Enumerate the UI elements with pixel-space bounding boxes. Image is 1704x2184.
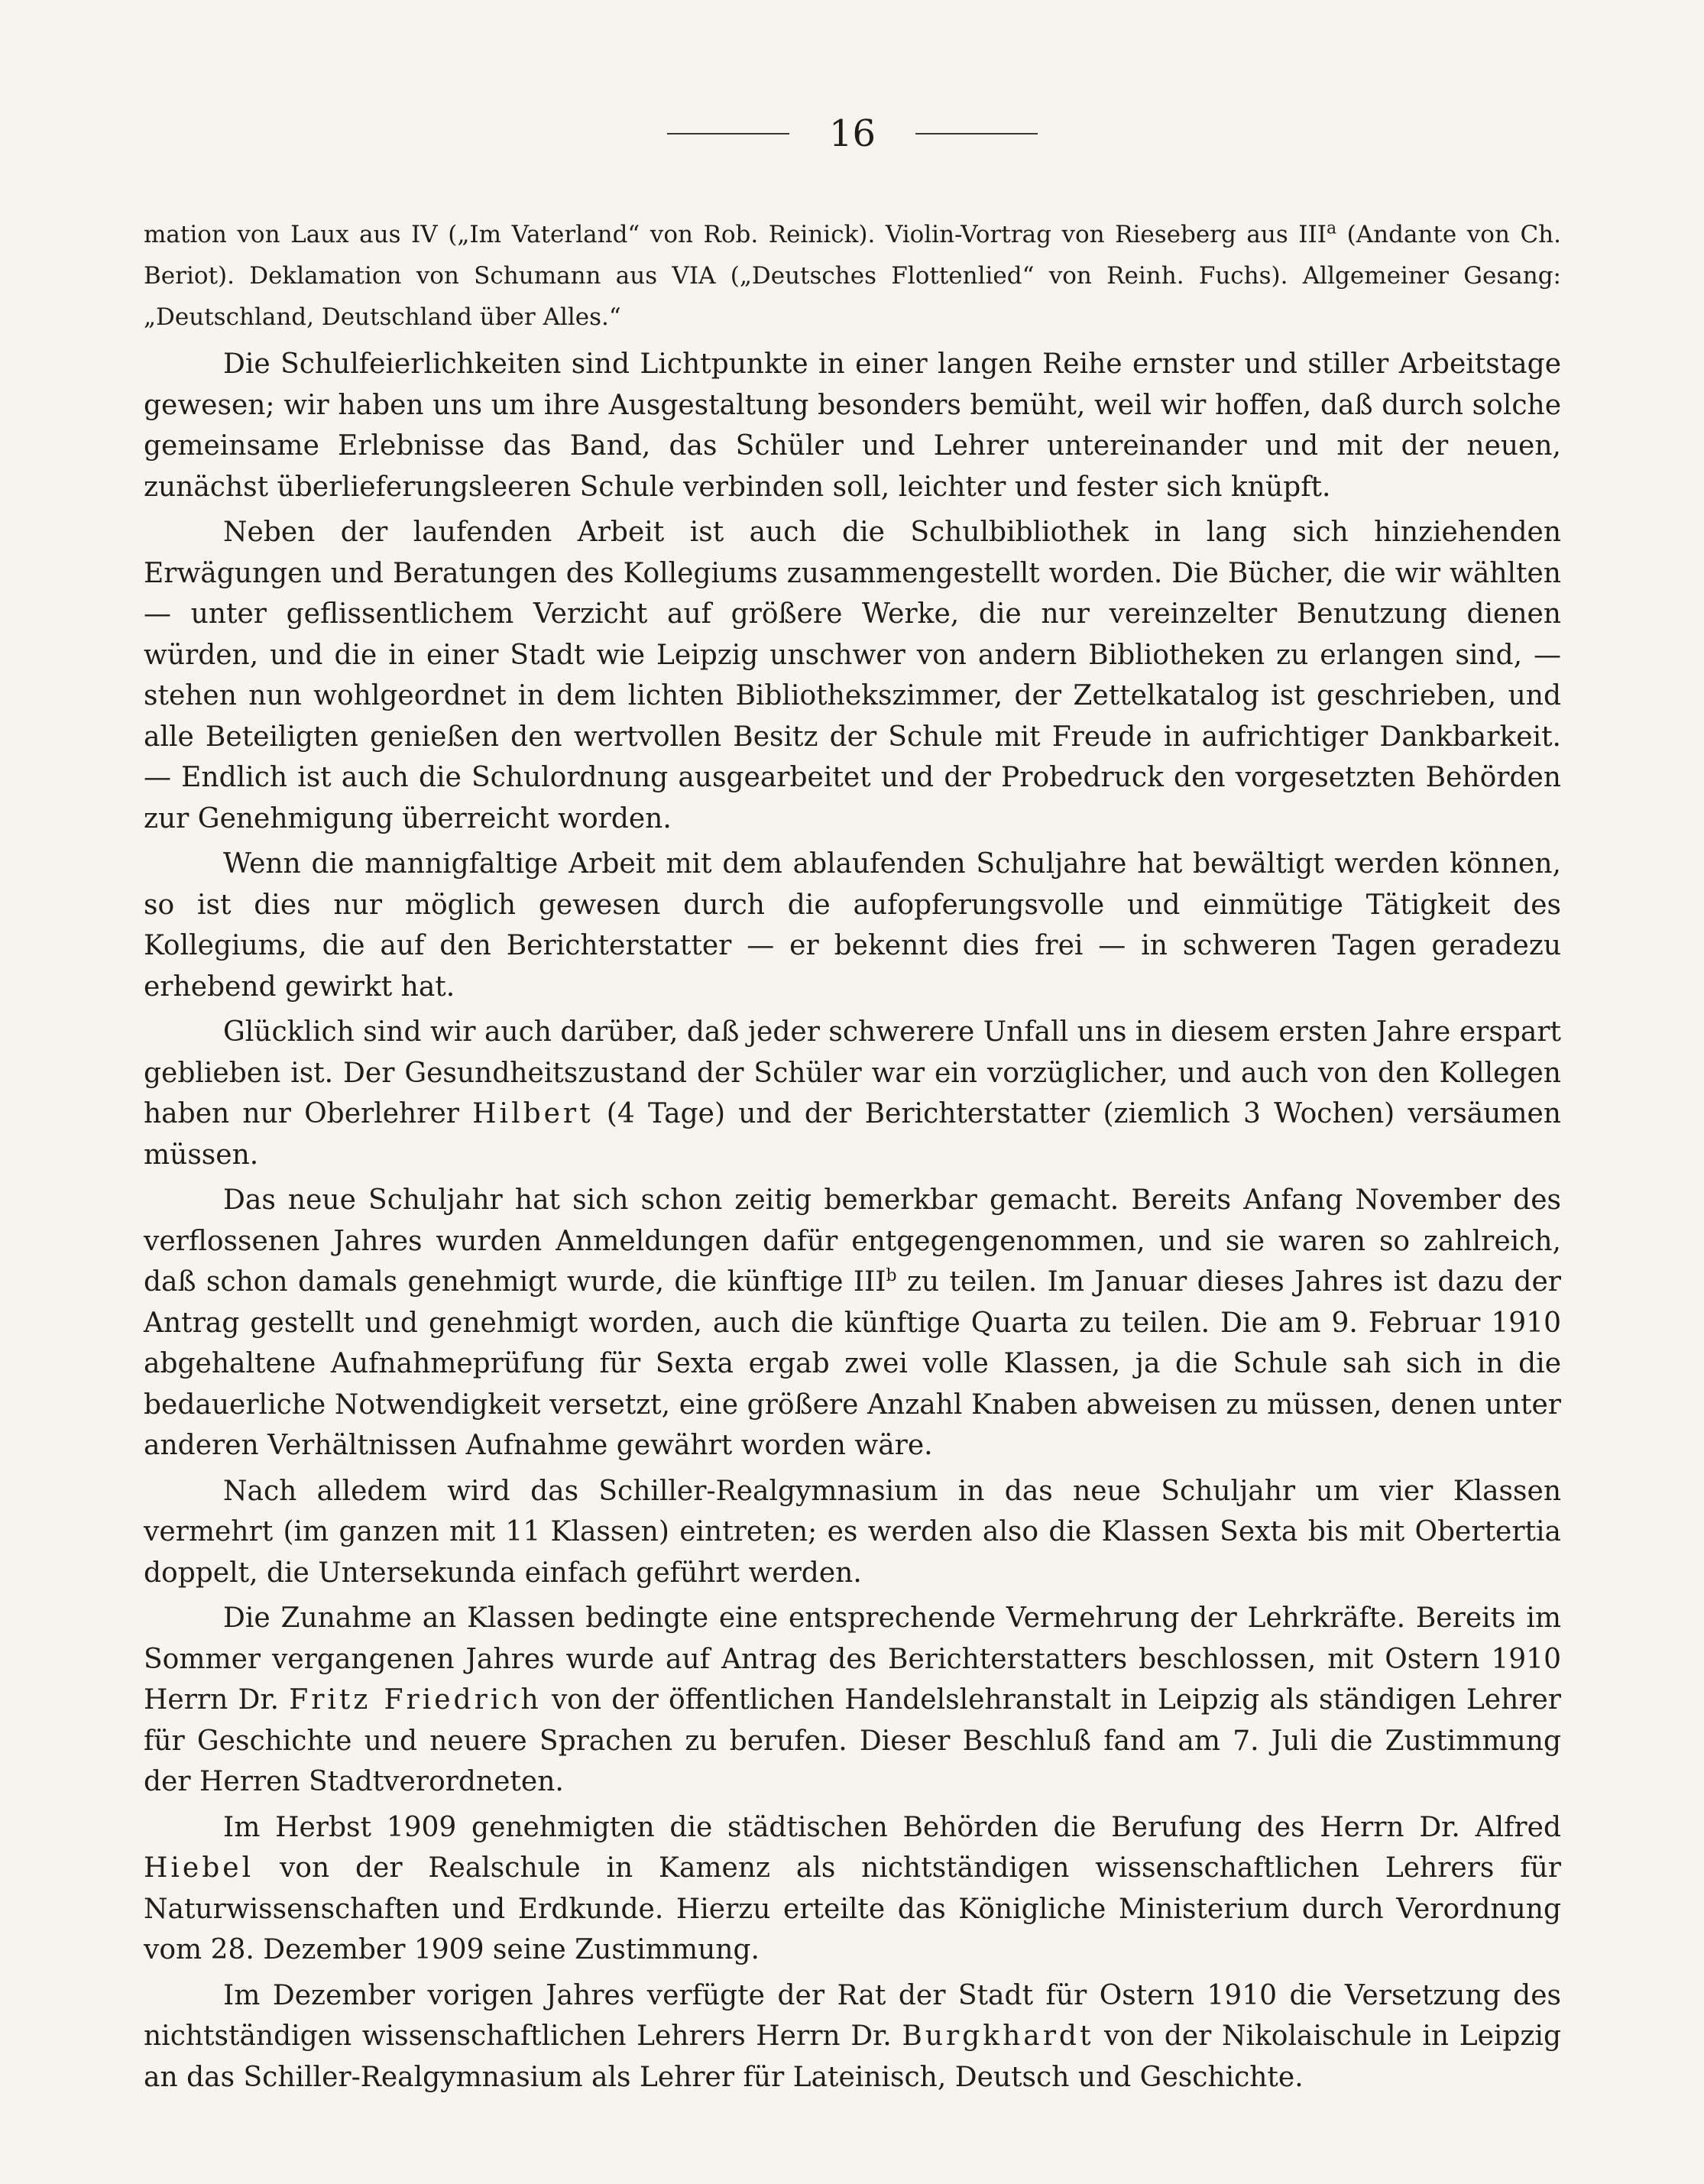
health-text-a: Glücklich sind wir auch darüber, daß jeder schwerere Unfall uns in diesem ersten Jahre erspart geblieben ist. Der Gesundheitszustand der Schüler war ein vorzüglicher, und auch von den Kollegen haben nur Oberlehrer xyxy=(144,1016,1561,1129)
intro-text-b: (Andante von Ch. Beriot). Deklamation von Schumann aus VIA („Deutsches Flottenlied“ von Reinh. Fuchs). Allgemeiner Gesang: „Deutschland, Deutschland über Alles.“ xyxy=(144,221,1561,331)
teacher-name-hiebel: Hiebel xyxy=(144,1852,254,1884)
hiebel-text-b: von der Realschule in Kamenz als nichtständigen wissenschaftlichen Lehrers für Naturwissenschaften und Erdkunde. Hierzu erteilte das Königliche Ministerium durch Verordnung vom 28. Dezember 1909 seine Zustimmung. xyxy=(144,1852,1561,1965)
paragraph-collegium-work: Wenn die mannigfaltige Arbeit mit dem ablaufenden Schuljahre hat bewältigt werden können, so ist dies nur möglich gewesen durch die aufopferungsvolle und einmütige Tätigkeit des Kollegiums, die auf den Berichterstatter — er bekennt dies frei — in schweren Tagen geradezu erhebend gewirkt hat. xyxy=(144,848,1561,1003)
paragraph-hiebel-appointment xyxy=(144,1807,1561,1971)
page-number: 16 xyxy=(828,112,876,155)
teachers-text-b: von der öffentlichen Handelslehranstalt in Leipzig als ständigen Lehrer für Geschichte und neuere Sprachen zu berufen. Dieser Beschluß fand am 7. Juli die Zustimmung der Herren Stadtverordneten. xyxy=(144,1684,1561,1797)
teachers-text-a: Die Zunahme an Klassen bedingte eine entsprechende Vermehrung der Lehrkräfte. Bereits im Sommer vergangenen Jahres wurde auf Antrag des Berichterstatters beschlossen, mit Ostern 1910 Herrn Dr. xyxy=(144,1602,1561,1716)
paragraph-class-expansion: Nach alledem wird das Schiller-Realgymnasium in das neue Schuljahr um vier Klassen vermehrt (im ganzen mit 11 Klassen) eintreten; es werden also die Klassen Sexta bis mit Obertertia doppelt, die Untersekunda einfach geführt werden. xyxy=(144,1475,1561,1589)
intro-superscript: a xyxy=(1327,219,1337,238)
document-page xyxy=(144,99,1561,2102)
teacher-name-friedrich: Fritz Friedrich xyxy=(289,1684,542,1716)
burgkhardt-text-a: Im Dezember vorigen Jahres verfügte der Rat der Stadt für Ostern 1910 die Versetzung des nichtständigen wissenschaftlichen Lehrers Herrn Dr. xyxy=(144,1979,1561,2052)
paragraph-school-library: Neben der laufenden Arbeit ist auch die Schulbibliothek in lang sich hinziehenden Erwägungen und Beratungen des Kollegiums zusammengestellt worden. Die Bücher, die wir wählten — unter geflissentlichem Verzicht auf größere Werke, die nur vereinzelter Benutzung dienen würden, und die in einer Stadt wie Leipzig unschwer von andern Bibliotheken zu erlangen sind, — stehen nun wohlgeordnet in dem lichten Bibliothekszimmer, der Zettelkatalog ist geschrieben, und alle Beteiligten genießen den wertvollen Besitz der Schule mit Freude in aufrichtiger Dankbarkeit. — Endlich ist auch die Schulordnung ausgearbeitet und der Probedruck den vorgesetzten Behörden zur Genehmigung überreicht worden. xyxy=(144,517,1561,834)
hiebel-text-a: Im Herbst 1909 genehmigten die städtischen Behörden die Berufung des Herrn Dr. Alfred xyxy=(223,1811,1561,1843)
paragraph-burgkhardt-transfer xyxy=(144,1975,1561,2098)
new-year-text-b: zu teilen. Im Januar dieses Jahres ist dazu der Antrag gestellt und genehmigt worden, auch die künftige Quarta zu teilen. Die am 9. Februar 1910 abgehaltene Aufnahmeprüfung für Sexta ergab zwei volle Klassen, ja die Schule sah sich in die bedauerliche Notwendigkeit versetzt, eine größere Anzahl Knaben abweisen zu müssen, denen unter anderen Verhältnissen Aufnahme gewährt worden wäre. xyxy=(144,1266,1561,1461)
paragraph-new-school-year xyxy=(144,1180,1561,1466)
teacher-name-hilbert: Hilbert xyxy=(472,1098,594,1129)
paragraph-health xyxy=(144,1012,1561,1175)
new-year-superscript: b xyxy=(886,1266,897,1285)
header-rule-right xyxy=(915,133,1038,134)
paragraph-school-celebrations: Die Schulfeierlichkeiten sind Lichtpunkte in einer langen Reihe ernster und stiller Arbeitstage gewesen; wir haben uns um ihre Ausgestaltung besonders bemüht, weil wir hoffen, daß durch solche gemeinsame Erlebnisse das Band, das Schüler und Lehrer untereinander und mit der neuen, zunächst überlieferungsleeren Schule verbinden soll, leichter und fester sich knüpft. xyxy=(144,348,1561,503)
intro-text-a: mation von Laux aus IV („Im Vaterland“ von Rob. Reinick). Violin-Vortrag von Rieseberg aus III xyxy=(144,221,1327,248)
health-text-b: (4 Tage) und der Berichterstatter (ziemlich 3 Wochen) versäumen müssen. xyxy=(144,1098,1561,1171)
intro-paragraph xyxy=(144,214,1561,338)
burgkhardt-text-b: von der Nikolaischule in Leipzig an das Schiller-Realgymnasium als Lehrer für Lateinisch, Deutsch und Geschichte. xyxy=(144,2020,1561,2093)
paragraph-new-teachers xyxy=(144,1598,1561,1803)
teacher-name-burgkhardt: Burgkhardt xyxy=(902,2020,1094,2052)
header-rule-left xyxy=(667,133,789,134)
page-header xyxy=(144,99,1561,168)
new-year-text-a: Das neue Schuljahr hat sich schon zeitig bemerkbar gemacht. Bereits Anfang November des verflossenen Jahres wurden Anmeldungen dafür entgegengenommen, und sie waren so zahlreich, daß schon damals genehmigt wurde, die künftige III xyxy=(144,1184,1561,1298)
